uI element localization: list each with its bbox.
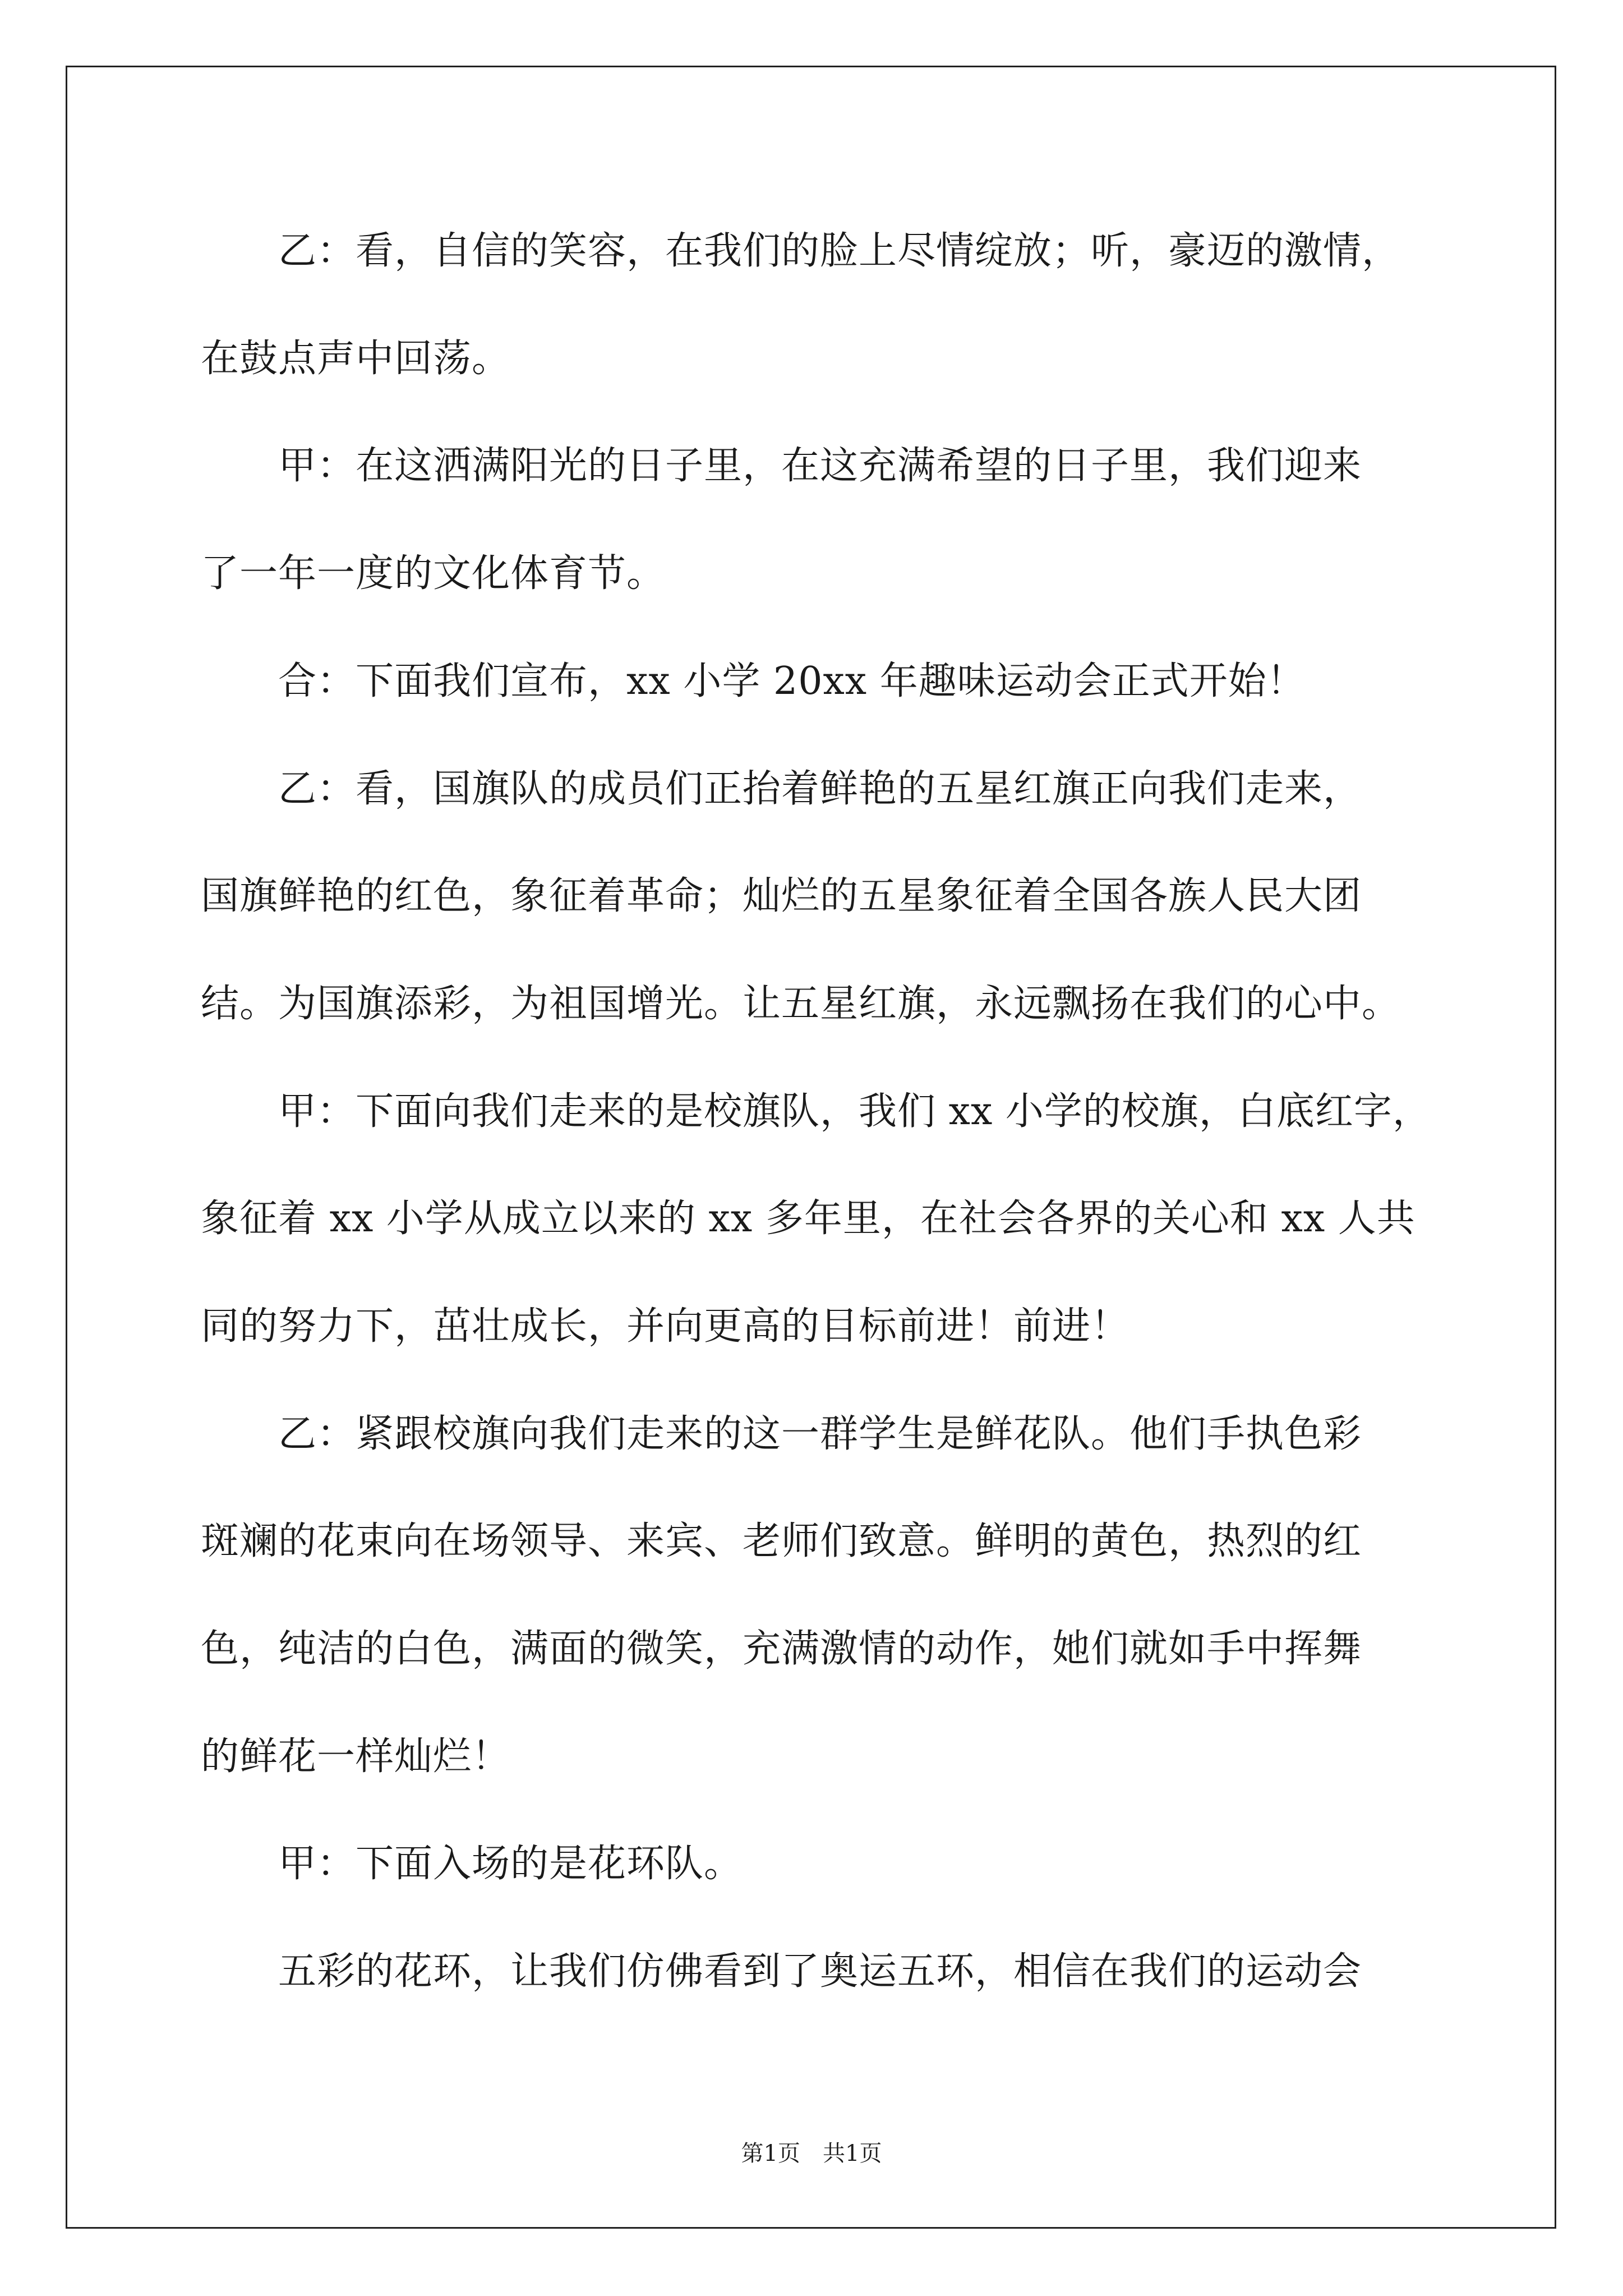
text-line-2: 在鼓点声中回荡。 bbox=[201, 337, 511, 381]
text-line-10: 象征着 xx 小学从成立以来的 xx 多年里，在社会各界的关心和 xx 人共 bbox=[201, 1197, 1415, 1241]
text-line-5: 合：下面我们宣布，xx 小学 20xx 年趣味运动会正式开始！ bbox=[201, 659, 1306, 703]
text-line-16: 甲：下面入场的是花环队。 bbox=[201, 1842, 743, 1886]
text-line-4: 了一年一度的文化体育节。 bbox=[201, 551, 666, 596]
page-footer: 第1页 共1页 bbox=[741, 2141, 882, 2166]
text-line-14: 色，纯洁的白色，满面的微笑，充满激情的动作，她们就如手中挥舞 bbox=[201, 1627, 1362, 1671]
text-line-11: 同的努力下，茁壮成长，并向更高的目标前进！前进！ bbox=[201, 1304, 1130, 1349]
text-line-13: 斑斓的花束向在场领导、来宾、老师们致意。鲜明的黄色，热烈的红 bbox=[201, 1519, 1362, 1563]
page-border bbox=[66, 66, 1556, 2229]
text-line-3: 甲：在这洒满阳光的日子里，在这充满希望的日子里，我们迎来 bbox=[201, 444, 1362, 488]
text-line-9: 甲：下面向我们走来的是校旗队，我们 xx 小学的校旗，白底红字， bbox=[201, 1089, 1431, 1134]
text-line-6: 乙：看，国旗队的成员们正抬着鲜艳的五星红旗正向我们走来， bbox=[201, 767, 1362, 811]
text-line-17: 五彩的花环，让我们仿佛看到了奥运五环，相信在我们的运动会 bbox=[201, 1949, 1362, 1994]
text-line-1: 乙：看，自信的笑容，在我们的脸上尽情绽放；听，豪迈的激情， bbox=[201, 229, 1401, 273]
text-line-15: 的鲜花一样灿烂！ bbox=[201, 1734, 511, 1779]
text-line-12: 乙：紧跟校旗向我们走来的这一群学生是鲜花队。他们手执色彩 bbox=[201, 1412, 1362, 1456]
text-line-7: 国旗鲜艳的红色，象征着革命；灿烂的五星象征着全国各族人民大团 bbox=[201, 874, 1362, 918]
text-line-8: 结。为国旗添彩，为祖国增光。让五星红旗，永远飘扬在我们的心中。 bbox=[201, 982, 1401, 1026]
